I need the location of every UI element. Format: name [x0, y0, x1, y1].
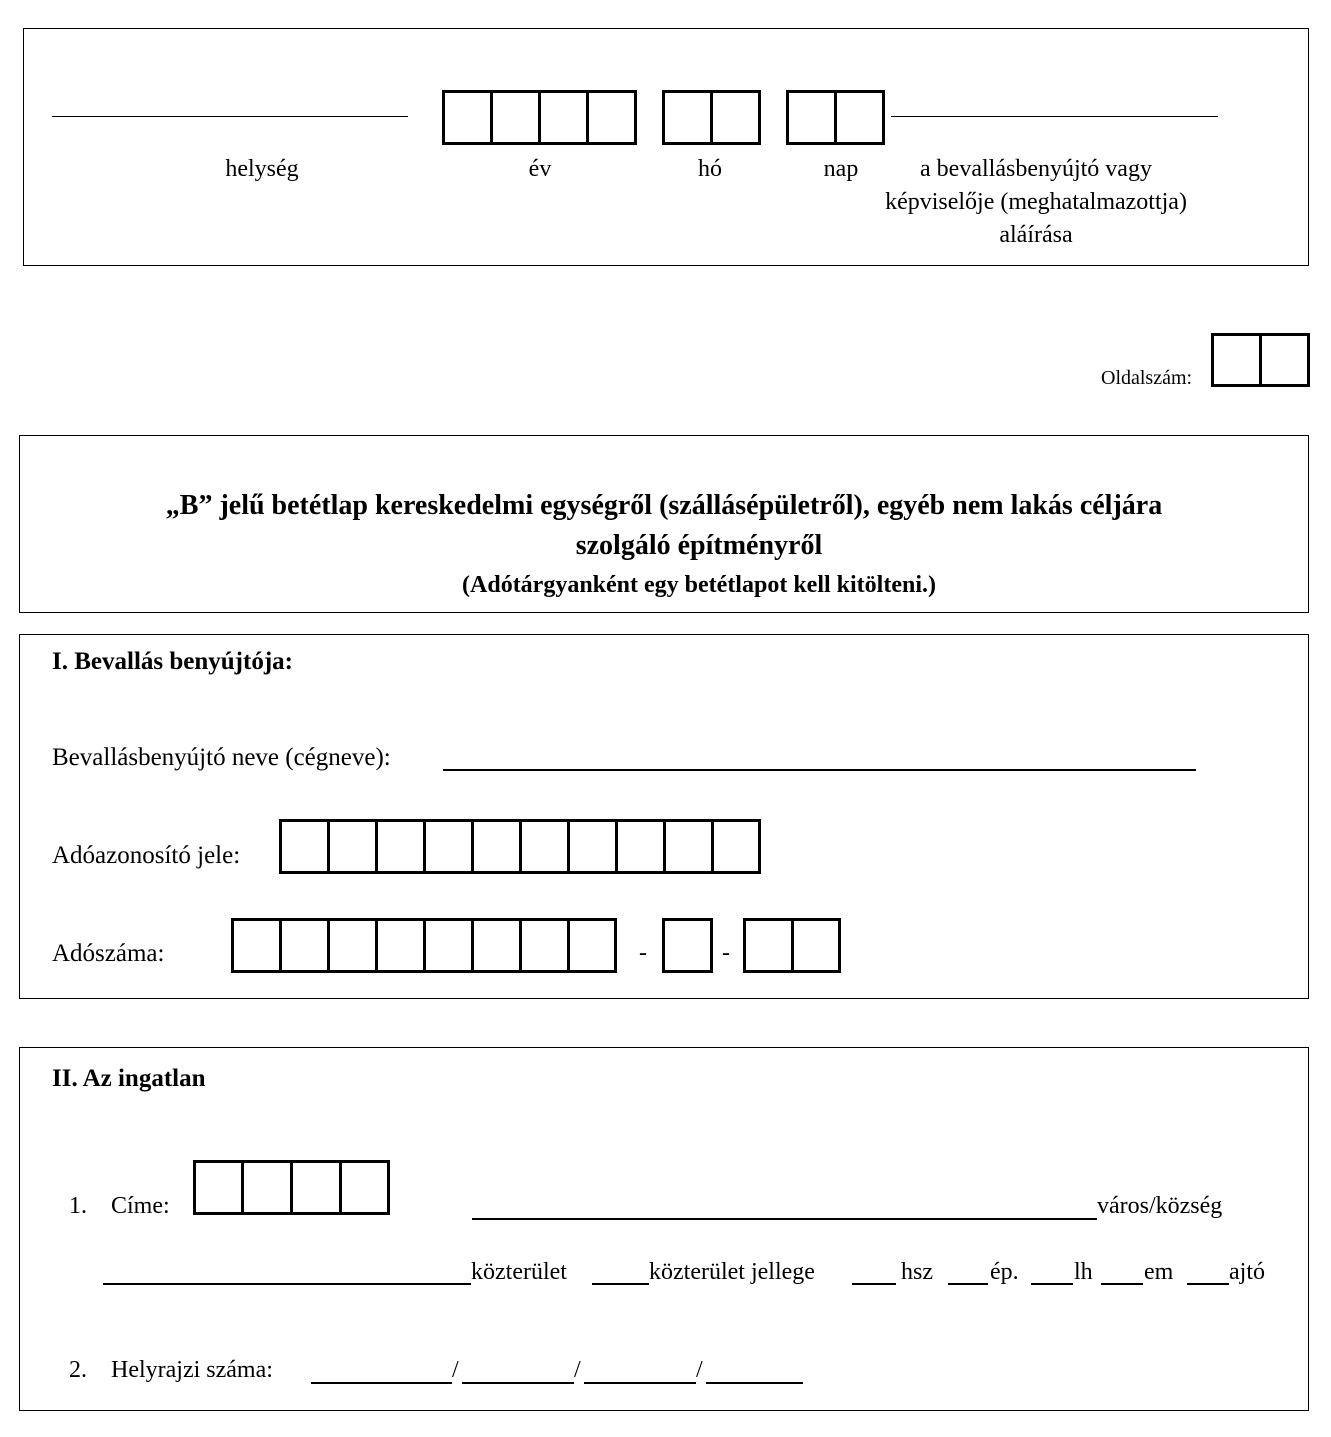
building-label: ép. — [990, 1259, 1019, 1285]
title-note: (Adótárgyanként egy betétlapot kell kitölteni.) — [462, 572, 936, 598]
building-field[interactable] — [948, 1283, 988, 1285]
parcel-label: Helyrajzi száma: — [111, 1357, 273, 1383]
place-line[interactable] — [52, 116, 408, 117]
parcel-slash-2: / — [574, 1357, 581, 1383]
name-label: Bevallásbenyújtó neve (cégneve): — [52, 744, 391, 771]
city-field[interactable] — [472, 1218, 1097, 1220]
parcel-slash-3: / — [696, 1357, 703, 1383]
place-label: helység — [225, 156, 299, 182]
signature-label-3: aláírása — [999, 222, 1073, 248]
signature-label-2: képviselője (meghatalmazottja) — [885, 189, 1187, 215]
tax-number-separator-1: - — [639, 940, 647, 966]
tax-number-label: Adószáma: — [52, 940, 165, 967]
street-label: közterület — [471, 1259, 567, 1285]
signature-label-1: a bevallásbenyújtó vagy — [920, 156, 1152, 182]
parcel-field-4[interactable] — [706, 1382, 803, 1384]
tax-number-vat-box[interactable] — [662, 918, 713, 973]
parcel-slash-1: / — [452, 1357, 459, 1383]
item2-number: 2. — [69, 1357, 87, 1383]
month-boxes[interactable] — [662, 90, 761, 145]
street-type-field[interactable] — [592, 1283, 649, 1285]
street-field[interactable] — [103, 1283, 471, 1285]
year-boxes[interactable] — [442, 90, 637, 145]
parcel-field-1[interactable] — [311, 1382, 452, 1384]
postal-code-boxes[interactable] — [193, 1160, 390, 1215]
month-label: hó — [698, 156, 722, 182]
street-type-label: közterület jellege — [649, 1259, 815, 1285]
door-label: ajtó — [1229, 1259, 1265, 1285]
tax-number-separator-2: - — [722, 940, 730, 966]
day-label: nap — [823, 156, 859, 182]
staircase-label: lh — [1074, 1259, 1093, 1285]
address-label: Címe: — [111, 1193, 170, 1219]
floor-label: em — [1144, 1259, 1174, 1285]
day-boxes[interactable] — [786, 90, 885, 145]
title-line-2: szolgáló építményről — [575, 530, 823, 561]
page-number-label: Oldalszám: — [1101, 367, 1193, 389]
signature-line[interactable] — [891, 116, 1218, 117]
section2-heading: II. Az ingatlan — [52, 1065, 206, 1092]
title-line-1: „B” jelű betétlap kereskedelmi egységről (szállásépületről), egyéb nem lakás céljára — [165, 490, 1163, 521]
floor-field[interactable] — [1101, 1283, 1143, 1285]
tax-id-label: Adóazonosító jele: — [52, 842, 241, 869]
page-number-boxes[interactable] — [1211, 333, 1310, 387]
city-label: város/község — [1097, 1193, 1223, 1219]
section1-heading: I. Bevallás benyújtója: — [52, 648, 293, 675]
parcel-field-3[interactable] — [584, 1382, 696, 1384]
year-label: év — [528, 156, 552, 182]
parcel-field-2[interactable] — [462, 1382, 574, 1384]
item1-number: 1. — [69, 1193, 87, 1219]
tax-number-county-boxes[interactable] — [743, 918, 841, 973]
tax-id-boxes[interactable] — [279, 819, 761, 874]
staircase-field[interactable] — [1031, 1283, 1073, 1285]
door-field[interactable] — [1187, 1283, 1229, 1285]
tax-number-main-boxes[interactable] — [231, 918, 617, 973]
house-number-field[interactable] — [852, 1283, 896, 1285]
house-number-label: hsz — [901, 1259, 933, 1285]
name-field[interactable] — [443, 769, 1196, 771]
